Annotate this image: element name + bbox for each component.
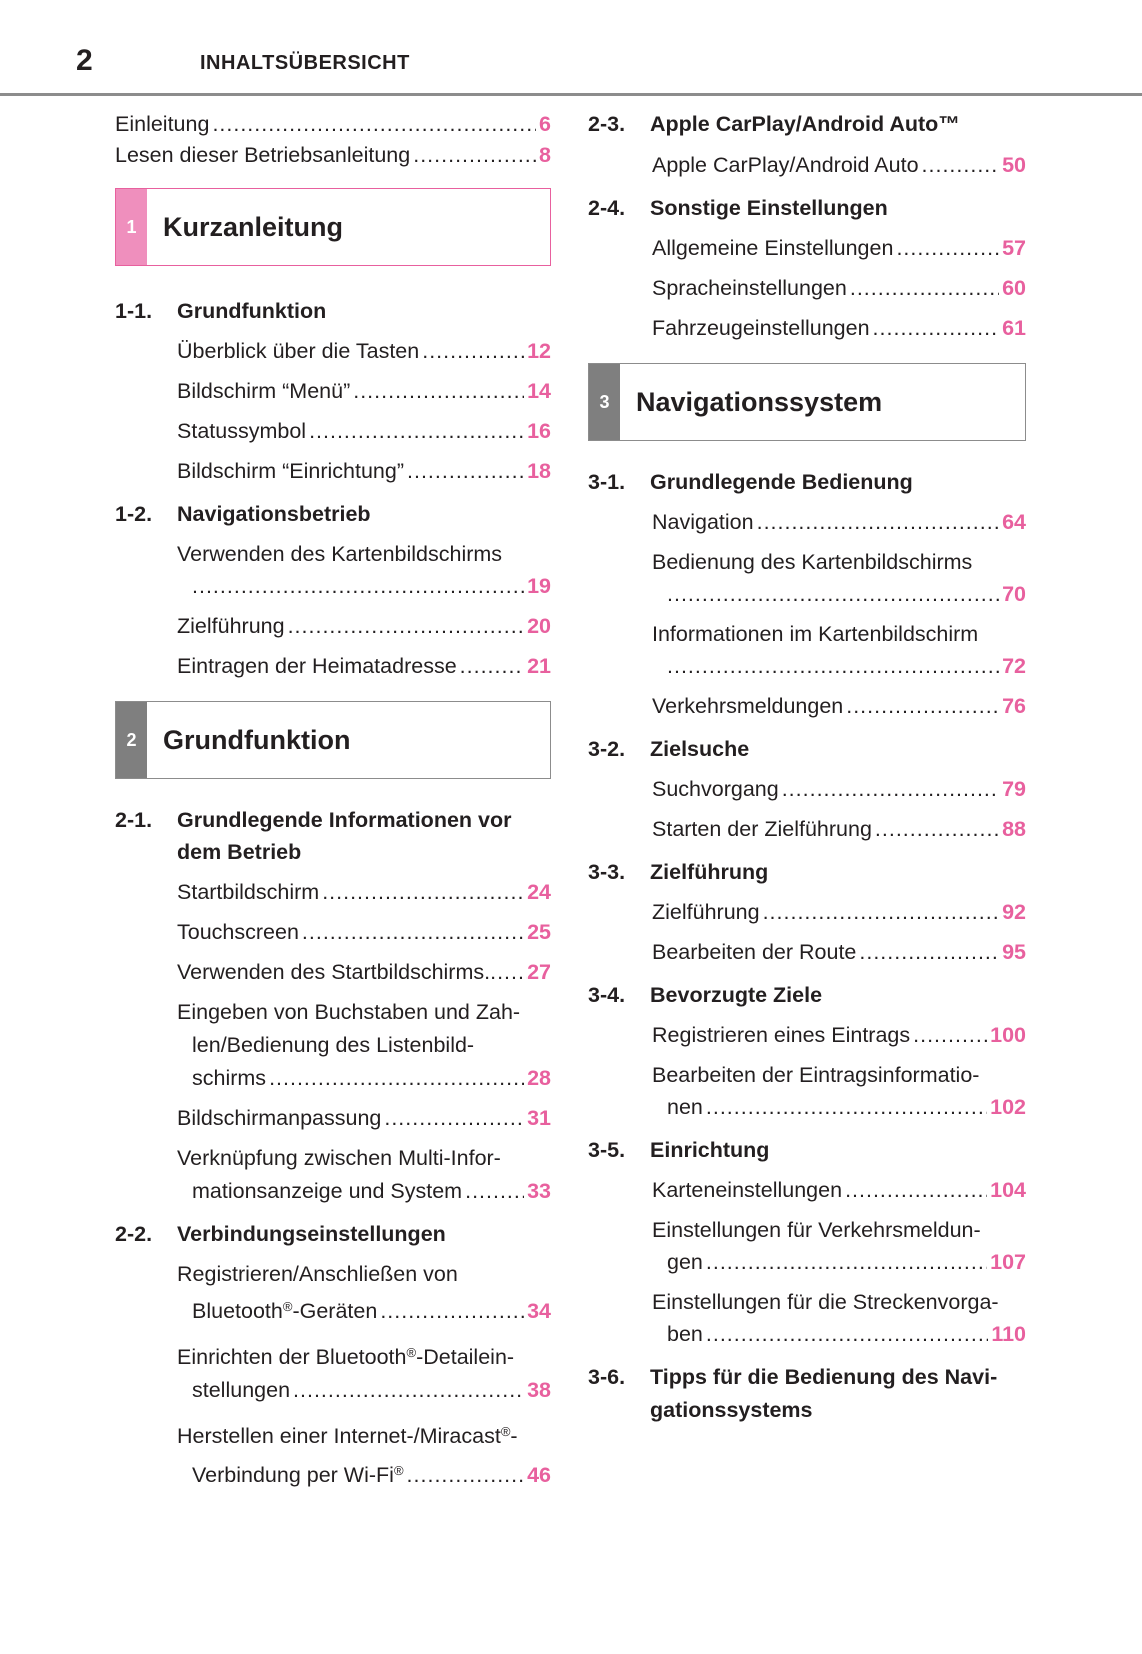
toc-entry[interactable] bbox=[590, 271, 1026, 305]
chapter-heading-1-2[interactable] bbox=[115, 497, 551, 531]
entry-text: Starten der Zielführung bbox=[652, 817, 872, 841]
leader-dots bbox=[706, 1090, 987, 1124]
section-title: Navigationssystem bbox=[636, 386, 883, 417]
entry-text: Eintragen der Heimatadresse bbox=[177, 654, 457, 678]
toc-entry[interactable] bbox=[115, 915, 551, 949]
chapter-number: 1-2. bbox=[115, 502, 153, 526]
leader-dots bbox=[845, 1173, 987, 1207]
leader-dots bbox=[490, 955, 527, 989]
entry-text: Verkehrsmeldungen bbox=[652, 694, 844, 718]
toc-entry-line[interactable] bbox=[590, 617, 1026, 651]
leader-dots bbox=[846, 689, 999, 723]
page-ref: 25 bbox=[527, 920, 551, 944]
toc-entry-continuation[interactable] bbox=[115, 1458, 551, 1492]
leader-dots bbox=[309, 414, 524, 448]
chapter-number: 3-1. bbox=[588, 470, 626, 494]
page-ref: 107 bbox=[990, 1250, 1026, 1274]
toc-entry-einleitung[interactable] bbox=[115, 107, 551, 141]
leader-dots bbox=[407, 1458, 525, 1492]
leader-dots bbox=[384, 1101, 524, 1135]
chapter-number: 3-4. bbox=[588, 983, 626, 1007]
chapter-title: Tipps für die Bedienung des Navi- bbox=[650, 1365, 998, 1389]
header-divider bbox=[0, 93, 1142, 96]
page-ref: 64 bbox=[1002, 510, 1026, 534]
entry-text: Eingeben von Buchstaben und Zah- bbox=[177, 1000, 521, 1024]
chapter-heading-2-1[interactable] bbox=[115, 803, 551, 837]
entry-text: gen bbox=[667, 1250, 703, 1274]
chapter-title: Navigationsbetrieb bbox=[177, 502, 371, 526]
chapter-heading-3-1[interactable] bbox=[588, 465, 1026, 499]
toc-entry-line[interactable] bbox=[115, 1257, 551, 1291]
leader-dots bbox=[460, 649, 524, 683]
leader-dots bbox=[192, 569, 524, 603]
page-ref: 31 bbox=[527, 1106, 551, 1130]
entry-text: Bildschirm “Menü” bbox=[177, 379, 351, 403]
toc-entry[interactable] bbox=[590, 1173, 1026, 1207]
leader-dots bbox=[288, 609, 525, 643]
toc-entry[interactable] bbox=[590, 148, 1026, 182]
entry-text: Bearbeiten der Route bbox=[652, 940, 857, 964]
chapter-heading-1-1[interactable] bbox=[115, 294, 551, 328]
chapter-number: 1-1. bbox=[115, 299, 153, 323]
leader-dots bbox=[706, 1317, 988, 1351]
page-ref: 110 bbox=[991, 1322, 1026, 1346]
leader-dots bbox=[212, 107, 536, 141]
toc-entry[interactable] bbox=[115, 875, 551, 909]
page-ref: 33 bbox=[527, 1179, 551, 1203]
page-ref: 95 bbox=[1002, 940, 1026, 964]
toc-entry[interactable] bbox=[590, 772, 1026, 806]
entry-text: Karteneinstellungen bbox=[652, 1178, 843, 1202]
chapter-number: 2-1. bbox=[115, 808, 153, 832]
toc-entry[interactable] bbox=[590, 231, 1026, 265]
entry-text: Einleitung bbox=[115, 112, 210, 136]
chapter-title: Zielsuche bbox=[650, 737, 750, 761]
section-title: Kurzanleitung bbox=[163, 211, 343, 242]
page-ref: 92 bbox=[1002, 900, 1026, 924]
toc-entry-line[interactable] bbox=[590, 1285, 1026, 1319]
leader-dots bbox=[302, 915, 524, 949]
leader-dots bbox=[322, 875, 524, 909]
entry-text: Bluetooth®-Geräten bbox=[192, 1299, 378, 1323]
toc-entry-line[interactable] bbox=[115, 1340, 551, 1374]
entry-text: Bearbeiten der Eintragsinformatio- bbox=[652, 1063, 980, 1087]
toc-entry-continuation[interactable] bbox=[115, 1373, 551, 1407]
toc-entry-line[interactable] bbox=[115, 1141, 551, 1175]
leader-dots bbox=[293, 1373, 524, 1407]
page-ref: 38 bbox=[527, 1378, 551, 1402]
entry-text: Registrieren eines Eintrags bbox=[652, 1023, 911, 1047]
toc-entry[interactable] bbox=[590, 1018, 1026, 1052]
leader-dots bbox=[353, 374, 524, 408]
chapter-number: 3-5. bbox=[588, 1138, 626, 1162]
entry-text: Navigation bbox=[652, 510, 754, 534]
chapter-number: 3-3. bbox=[588, 860, 626, 884]
toc-entry-continuation[interactable] bbox=[115, 1174, 551, 1208]
toc-entry[interactable] bbox=[115, 334, 551, 368]
chapter-title: Zielführung bbox=[650, 860, 769, 884]
entry-text: Suchvorgang bbox=[652, 777, 779, 801]
entry-text: Registrieren/Anschließen von bbox=[177, 1262, 458, 1286]
leader-dots bbox=[269, 1061, 524, 1095]
page-ref: 21 bbox=[527, 654, 551, 678]
page-ref: 18 bbox=[527, 459, 551, 483]
leader-dots bbox=[413, 138, 536, 172]
chapter-heading-2-3[interactable] bbox=[588, 107, 1026, 141]
entry-text: Touchscreen bbox=[177, 920, 299, 944]
page-ref: 24 bbox=[527, 880, 551, 904]
section-tab: 1 bbox=[116, 189, 147, 265]
chapter-title: Sonstige Einstellungen bbox=[650, 196, 888, 220]
toc-entry-line[interactable] bbox=[590, 1213, 1026, 1247]
page-ref: 72 bbox=[1002, 654, 1026, 678]
page-ref: 61 bbox=[1002, 316, 1026, 340]
chapter-heading-2-4[interactable] bbox=[588, 191, 1026, 225]
chapter-number: 2-2. bbox=[115, 1222, 153, 1246]
toc-entry-continuation[interactable] bbox=[590, 649, 1026, 683]
page-number: 2 bbox=[76, 44, 93, 77]
chapter-title: Grundlegende Informationen vor bbox=[177, 808, 512, 832]
leader-dots bbox=[922, 148, 1000, 182]
page-ref: 20 bbox=[527, 614, 551, 638]
toc-entry-continuation[interactable] bbox=[115, 1294, 551, 1328]
leader-dots bbox=[380, 1294, 524, 1328]
toc-entry-line[interactable] bbox=[590, 1058, 1026, 1092]
page-ref: 34 bbox=[527, 1299, 551, 1323]
leader-dots bbox=[913, 1018, 987, 1052]
leader-dots bbox=[896, 231, 999, 265]
chapter-title: Apple CarPlay/Android Auto™ bbox=[650, 112, 960, 136]
page-ref: 79 bbox=[1002, 777, 1026, 801]
page-ref: 14 bbox=[527, 379, 551, 403]
section-header-3[interactable] bbox=[588, 363, 1026, 441]
page-ref: 88 bbox=[1002, 817, 1026, 841]
leader-dots bbox=[875, 812, 999, 846]
leader-dots bbox=[850, 271, 999, 305]
leader-dots bbox=[757, 505, 999, 539]
page-ref: 12 bbox=[527, 339, 551, 363]
page-ref: 46 bbox=[527, 1463, 551, 1487]
toc-entry-continuation[interactable] bbox=[590, 1317, 1026, 1351]
page-ref: 100 bbox=[990, 1023, 1026, 1047]
page-ref: 104 bbox=[990, 1178, 1026, 1202]
chapter-heading-3-5[interactable] bbox=[588, 1133, 1026, 1167]
toc-entry[interactable] bbox=[115, 414, 551, 448]
entry-text: Einstellungen für Verkehrsmeldun- bbox=[652, 1218, 981, 1242]
entry-text: Spracheinstellungen bbox=[652, 276, 847, 300]
leader-dots bbox=[407, 454, 524, 488]
entry-text: Herstellen einer Internet-/Miracast®- bbox=[177, 1424, 518, 1448]
entry-text: Lesen dieser Betriebsanleitung bbox=[115, 143, 411, 167]
chapter-title: gationssystems bbox=[650, 1398, 813, 1422]
toc-entry-lesen[interactable] bbox=[115, 138, 551, 172]
toc-entry[interactable] bbox=[115, 1101, 551, 1135]
toc-entry-line[interactable] bbox=[115, 995, 551, 1029]
page-ref: 76 bbox=[1002, 694, 1026, 718]
toc-entry[interactable] bbox=[590, 935, 1026, 969]
page-ref: 102 bbox=[990, 1095, 1026, 1119]
leader-dots bbox=[763, 895, 1000, 929]
entry-text: Allgemeine Einstellungen bbox=[652, 236, 894, 260]
section-tab: 3 bbox=[589, 364, 620, 440]
entry-text: Verwenden des Startbildschirms. bbox=[177, 960, 491, 984]
entry-text: len/Bedienung des Listenbild- bbox=[192, 1033, 475, 1057]
toc-entry[interactable] bbox=[115, 609, 551, 643]
leader-dots bbox=[422, 334, 524, 368]
toc-entry-continuation[interactable] bbox=[590, 577, 1026, 611]
toc-entry-line[interactable] bbox=[115, 537, 551, 571]
section-title: Grundfunktion bbox=[163, 724, 351, 755]
leader-dots bbox=[859, 935, 999, 969]
chapter-number: 2-3. bbox=[588, 112, 626, 136]
page-ref: 60 bbox=[1002, 276, 1026, 300]
page-ref: 70 bbox=[1002, 582, 1026, 606]
chapter-number: 2-4. bbox=[588, 196, 626, 220]
toc-entry-continuation[interactable] bbox=[590, 1245, 1026, 1279]
chapter-heading-3-6[interactable] bbox=[588, 1360, 1026, 1394]
entry-text: Verknüpfung zwischen Multi-Infor- bbox=[177, 1146, 501, 1170]
chapter-heading-2-1-cont bbox=[115, 835, 551, 869]
entry-text: Verbindung per Wi-Fi® bbox=[192, 1463, 404, 1487]
toc-entry-line[interactable] bbox=[590, 545, 1026, 579]
page-ref: 19 bbox=[527, 574, 551, 598]
page-ref: 27 bbox=[527, 960, 551, 984]
chapter-number: 3-6. bbox=[588, 1365, 626, 1389]
chapter-heading-3-2[interactable] bbox=[588, 732, 1026, 766]
page-ref: 6 bbox=[539, 112, 551, 136]
toc-entry[interactable] bbox=[590, 812, 1026, 846]
entry-text: Statussymbol bbox=[177, 419, 307, 443]
entry-text: Apple CarPlay/Android Auto bbox=[652, 153, 919, 177]
entry-text: Bildschirm “Einrichtung” bbox=[177, 459, 405, 483]
entry-text: Startbildschirm bbox=[177, 880, 320, 904]
toc-entry[interactable] bbox=[115, 649, 551, 683]
entry-text: Einstellungen für die Streckenvorga- bbox=[652, 1290, 999, 1314]
entry-text: ben bbox=[667, 1322, 703, 1346]
chapter-heading-3-3[interactable] bbox=[588, 855, 1026, 889]
entry-text: Bedienung des Kartenbildschirms bbox=[652, 550, 973, 574]
page-ref: 57 bbox=[1002, 236, 1026, 260]
leader-dots bbox=[873, 311, 1000, 345]
chapter-title: Verbindungseinstellungen bbox=[177, 1222, 446, 1246]
entry-text: Zielführung bbox=[652, 900, 760, 924]
toc-entry[interactable] bbox=[590, 505, 1026, 539]
toc-entry[interactable] bbox=[115, 454, 551, 488]
entry-text: nen bbox=[667, 1095, 703, 1119]
chapter-title: Einrichtung bbox=[650, 1138, 770, 1162]
chapter-heading-3-4[interactable] bbox=[588, 978, 1026, 1012]
toc-entry-continuation[interactable] bbox=[115, 569, 551, 603]
entry-text: stellungen bbox=[192, 1378, 291, 1402]
entry-text: Zielführung bbox=[177, 614, 285, 638]
toc-entry[interactable] bbox=[115, 955, 551, 989]
toc-left-column bbox=[115, 108, 551, 1492]
entry-text: Überblick über die Tasten bbox=[177, 339, 420, 363]
section-tab: 2 bbox=[116, 702, 147, 778]
entry-text: Informationen im Kartenbildschirm bbox=[652, 622, 979, 646]
toc-entry[interactable] bbox=[590, 895, 1026, 929]
chapter-title: Grundlegende Bedienung bbox=[650, 470, 913, 494]
toc-entry-line bbox=[115, 1028, 551, 1062]
entry-text: Fahrzeugeinstellungen bbox=[652, 316, 870, 340]
chapter-number: 3-2. bbox=[588, 737, 626, 761]
toc-entry[interactable] bbox=[115, 374, 551, 408]
leader-dots bbox=[667, 577, 999, 611]
section-header-1[interactable] bbox=[115, 188, 551, 266]
entry-text: schirms bbox=[192, 1066, 267, 1090]
entry-text: mationsanzeige und System bbox=[192, 1179, 463, 1203]
chapter-heading-2-2[interactable] bbox=[115, 1217, 551, 1251]
chapter-title: dem Betrieb bbox=[177, 840, 302, 864]
entry-text: Bildschirmanpassung bbox=[177, 1106, 382, 1130]
page-ref: 28 bbox=[527, 1066, 551, 1090]
section-header-2[interactable] bbox=[115, 701, 551, 779]
toc-entry-continuation[interactable] bbox=[115, 1061, 551, 1095]
toc-right-column bbox=[590, 108, 1026, 1427]
toc-entry-continuation[interactable] bbox=[590, 1090, 1026, 1124]
toc-entry[interactable] bbox=[590, 689, 1026, 723]
page-title: INHALTSÜBERSICHT bbox=[200, 52, 410, 74]
chapter-title: Grundfunktion bbox=[177, 299, 327, 323]
entry-text: Verwenden des Kartenbildschirms bbox=[177, 542, 503, 566]
chapter-title: Bevorzugte Ziele bbox=[650, 983, 823, 1007]
leader-dots bbox=[706, 1245, 987, 1279]
leader-dots bbox=[465, 1174, 524, 1208]
page-ref: 16 bbox=[527, 419, 551, 443]
page-ref: 50 bbox=[1002, 153, 1026, 177]
entry-text: Einrichten der Bluetooth®-Detailein- bbox=[177, 1345, 515, 1369]
toc-entry-line[interactable] bbox=[115, 1419, 551, 1453]
chapter-heading-3-6-cont bbox=[588, 1393, 1026, 1427]
toc-entry[interactable] bbox=[590, 311, 1026, 345]
leader-dots bbox=[667, 649, 999, 683]
page-ref: 8 bbox=[539, 143, 551, 167]
leader-dots bbox=[782, 772, 999, 806]
